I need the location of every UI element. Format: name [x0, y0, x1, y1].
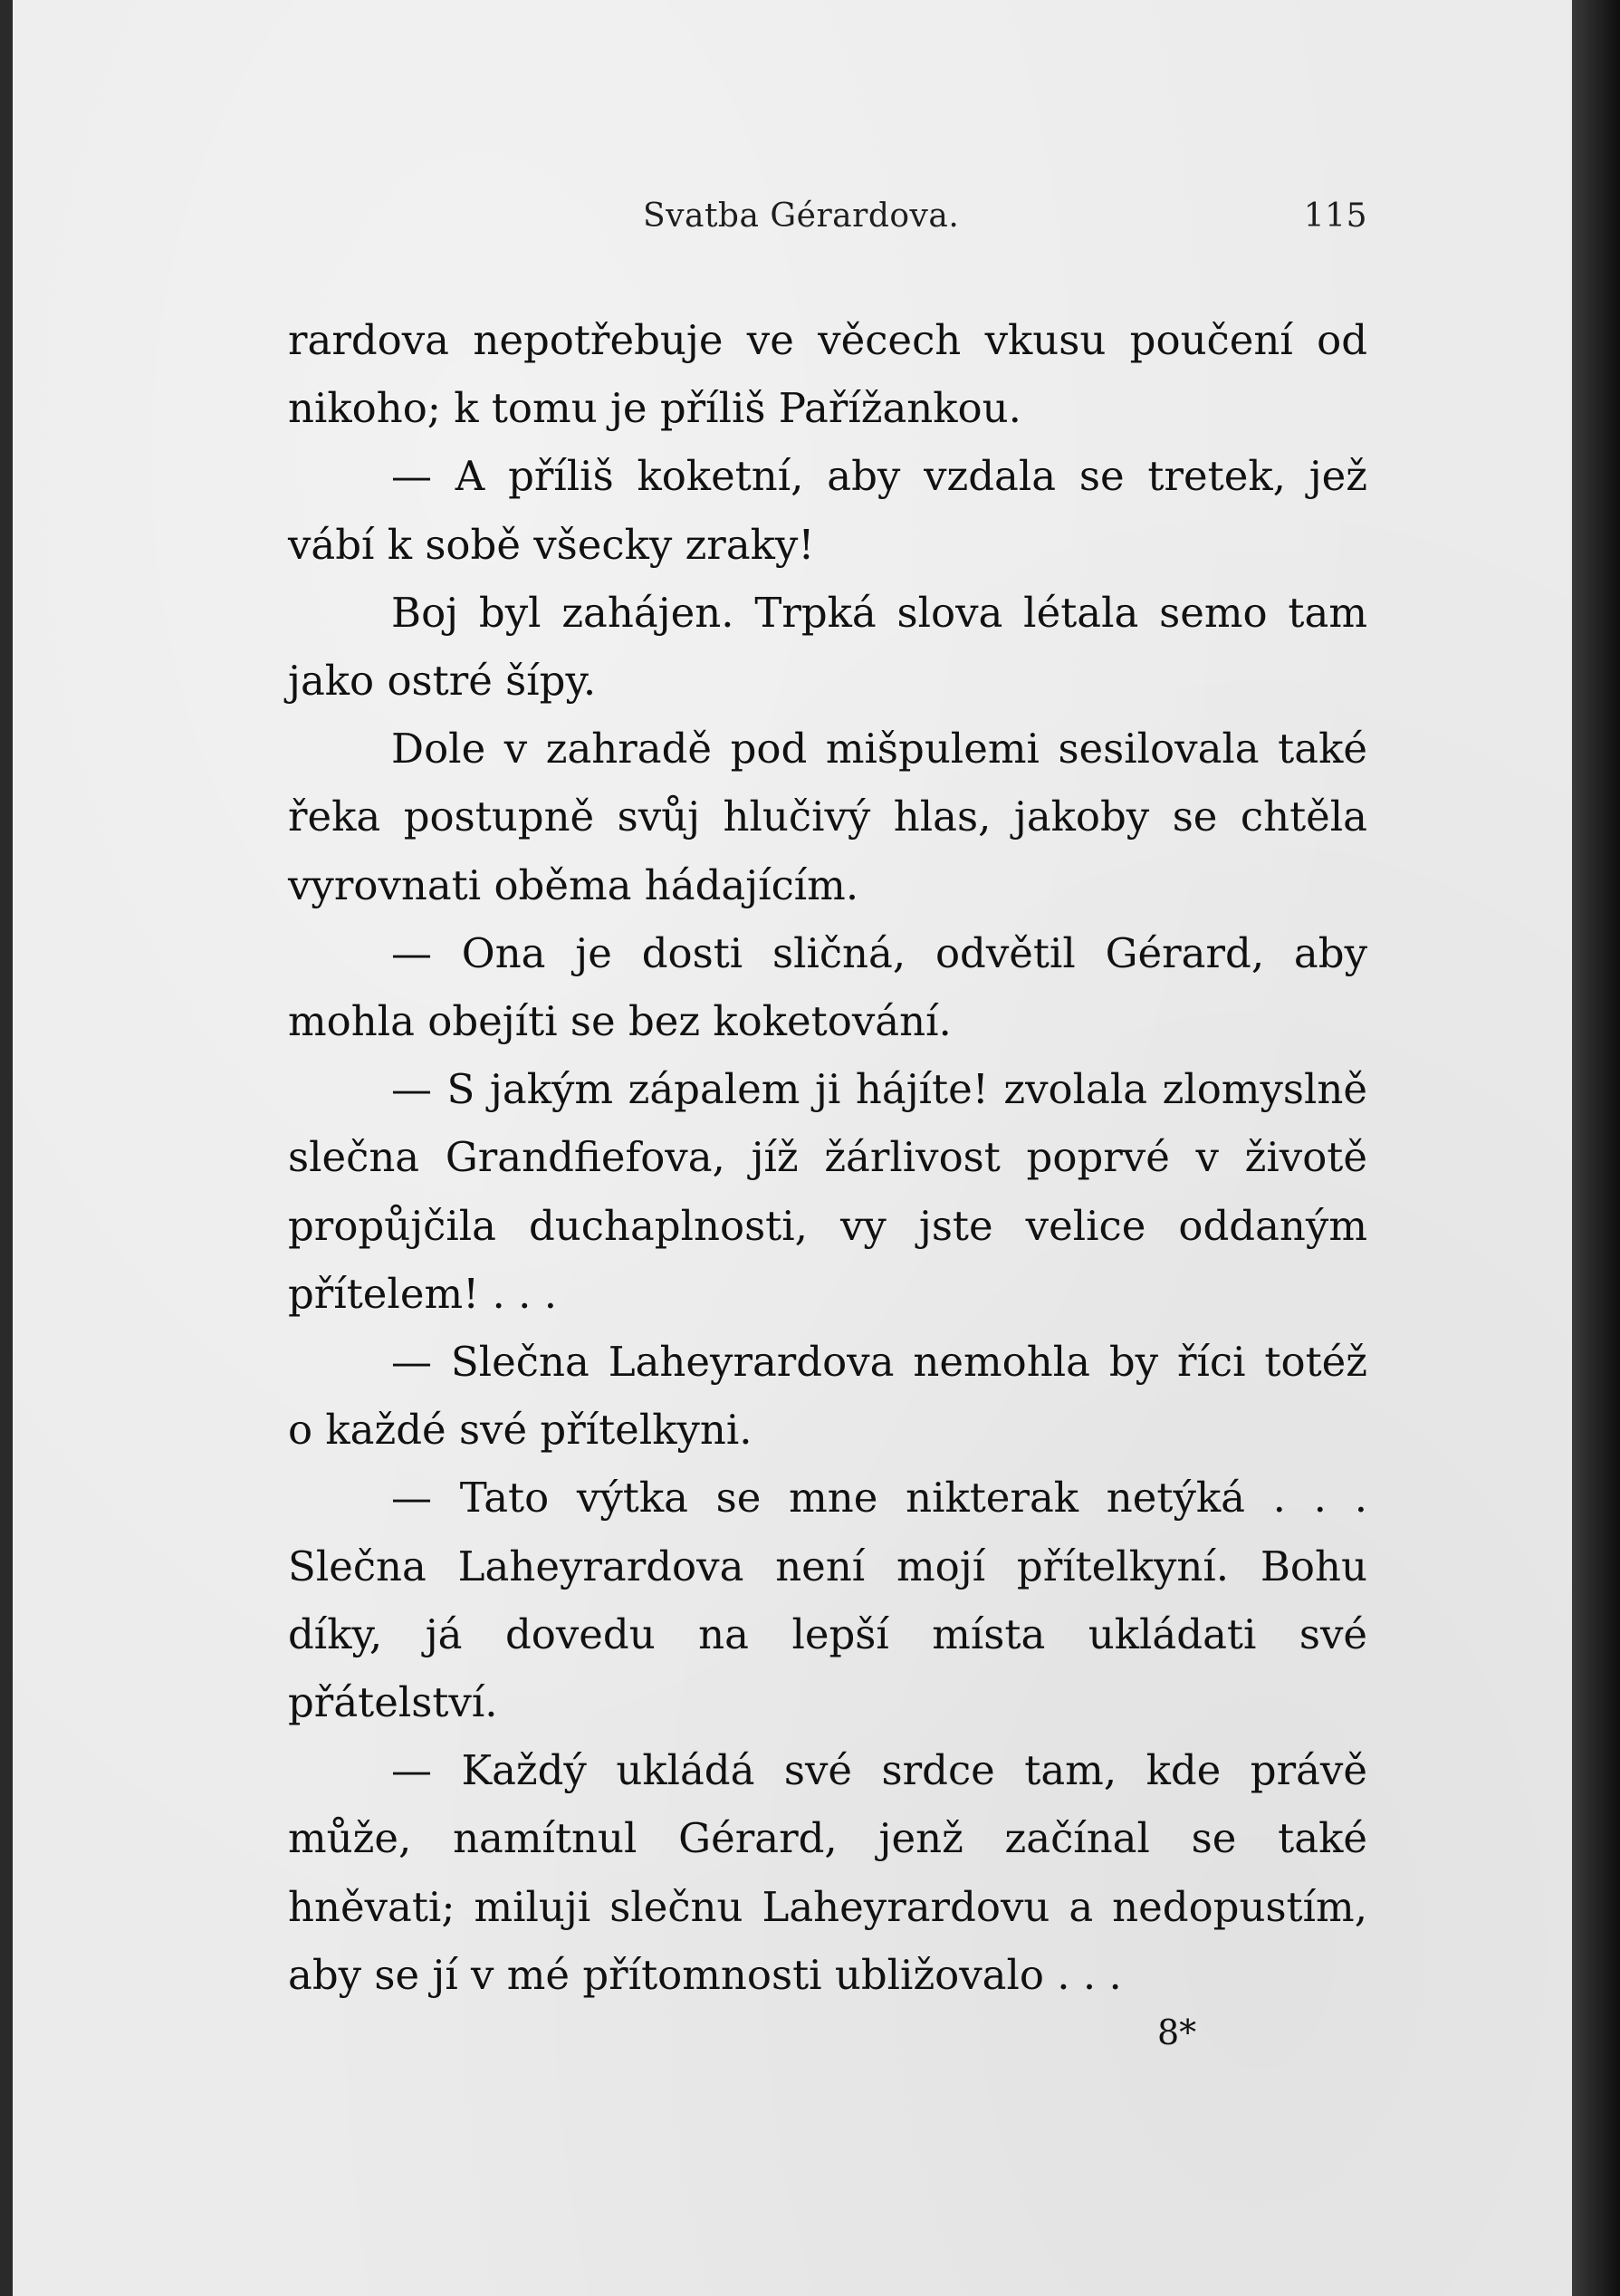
page-left-edge: [0, 0, 13, 2296]
signature-mark: 8*: [1157, 2013, 1197, 2052]
paragraph-8: — Tato výtka se mne nikterak netýká . . . Slečna Laheyrardova není mojí přítelkyní. Bohu díky, já dovedu na lepší místa ukládati své přátelství.: [288, 1474, 1367, 1727]
paragraph-7: — Slečna Laheyrardova nemohla by říci totéž o každé své přítelkyni.: [288, 1338, 1367, 1455]
paragraph-2: — A příliš koketní, aby vzdala se tretek, jež vábí k sobě všecky zraky!: [288, 452, 1367, 569]
paragraph-4: Dole v zahradě pod mišpulemi sesilovala také řeka postupně svůj hlučivý hlas, jakoby se chtěla vyrovnati oběma hádajícím.: [288, 725, 1367, 909]
running-title: Svatba Gérardova.: [643, 197, 960, 235]
paragraph-9: — Každý ukládá své srdce tam, kde právě může, namítnul Gérard, jenž začínal se také hněvati; miluji slečnu Laheyrardovu a nedopustím, aby se jí v mé přítomnosti ubližovalo . . .: [288, 1746, 1367, 1999]
paragraph-6: — S jakým zápalem ji hájíte! zvolala zlomyslně slečna Grandfiefova, jíž žárlivost poprvé v životě propůjčila duchaplnosti, vy jste velice oddaným přítelem! . . .: [288, 1065, 1367, 1318]
page-number: 115: [1303, 197, 1367, 235]
paragraph-3: Boj byl zahájen. Trpká slova létala semo tam jako ostré šípy.: [288, 588, 1367, 706]
paragraph-1: rardova nepotřebuje ve věcech vkusu poučení od nikoho; k tomu je příliš Pařížankou.: [288, 316, 1367, 433]
page-header: [272, 197, 1367, 252]
paragraph-5: — Ona je dosti sličná, odvětil Gérard, aby mohla obejíti se bez koketování.: [288, 928, 1367, 1046]
body-text: [288, 306, 1367, 2009]
page-right-edge: [1572, 0, 1620, 2296]
